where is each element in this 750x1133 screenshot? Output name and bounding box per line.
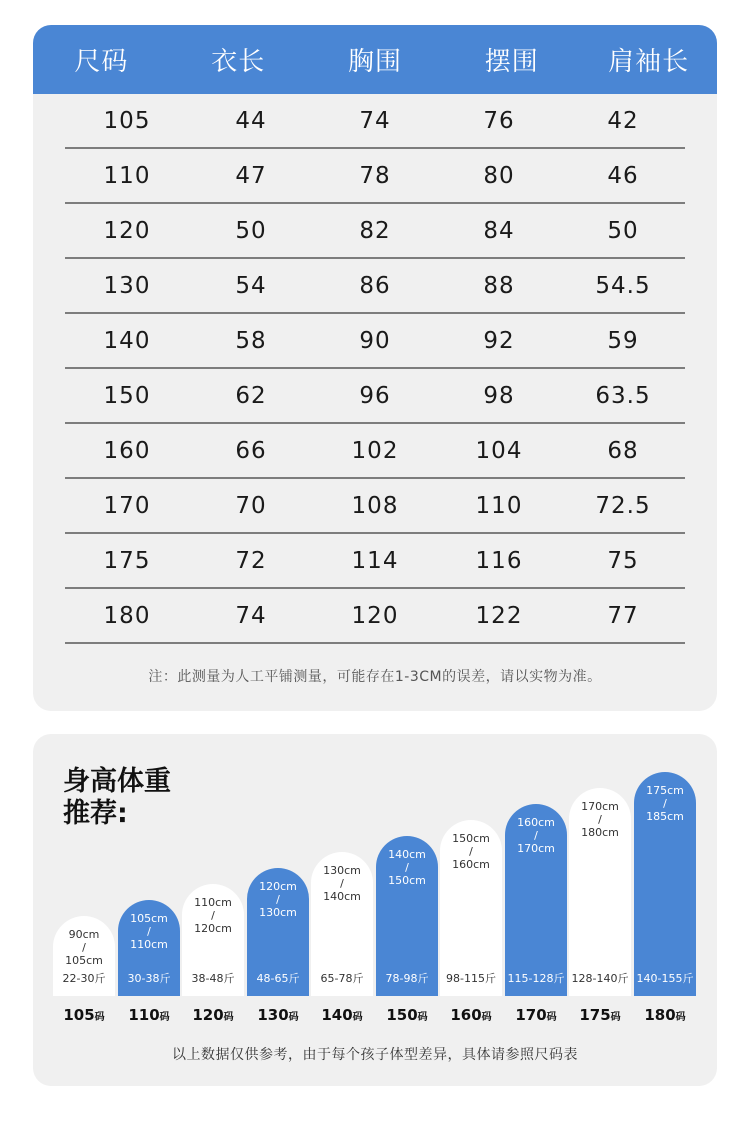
weight-range: 48-65斤 [256,972,300,985]
height-high: 130cm [259,906,297,919]
height-low: 140cm [388,848,426,861]
table-cell: 77 [607,602,639,629]
height-low: 105cm [130,912,168,925]
table-cell: 72 [235,547,267,574]
height-low: 150cm [452,832,490,845]
size-unit: 码 [223,1012,234,1023]
table-cell: 108 [351,492,399,519]
range-separator: / [147,925,151,938]
table-cell: 122 [475,602,523,629]
table-cell: 82 [359,217,391,244]
weight-range: 115-128斤 [507,972,565,985]
height-high: 110cm [130,938,168,951]
size-number: 140 [321,1006,353,1024]
table-row [65,424,685,479]
table-cell: 86 [359,272,391,299]
size-label [182,1006,244,1024]
size-label [440,1006,502,1024]
weight-range: 30-38斤 [127,972,171,985]
table-cell: 54.5 [595,272,651,299]
table-cell: 80 [483,162,515,189]
range-separator: / [276,893,280,906]
size-unit: 码 [610,1012,621,1023]
size-number: 130 [257,1006,289,1024]
header-sleeve: 肩袖长 [608,47,690,77]
height-weight-bar [569,788,631,996]
table-cell: 110 [475,492,523,519]
table-cell: 150 [103,382,151,409]
header-size: 尺码 [74,47,129,77]
size-labels [53,1006,697,1026]
table-cell: 62 [235,382,267,409]
table-cell: 130 [103,272,151,299]
height-high: 150cm [388,874,426,887]
table-cell: 88 [483,272,515,299]
height-weight-bar [182,884,244,996]
reference-note: 以上数据仅供参考，由于每个孩子体型差异，具体请参照尺码表 [172,1047,578,1063]
size-number: 180 [644,1006,676,1024]
table-cell: 96 [359,382,391,409]
size-unit: 码 [546,1012,557,1023]
height-range [376,848,438,887]
height-low: 90cm [68,928,100,941]
height-range [53,928,115,967]
measurement-note: 注：此测量为人工平铺测量，可能存在1-3CM的误差，请以实物为准。 [148,669,602,685]
size-number: 150 [386,1006,418,1024]
table-cell: 140 [103,327,151,354]
height-low: 120cm [259,880,297,893]
size-unit: 码 [159,1012,170,1023]
height-range [505,816,567,855]
header-length: 衣长 [211,47,266,77]
table-cell: 175 [103,547,151,574]
size-number: 105 [63,1006,95,1024]
table-cell: 76 [483,107,515,134]
table-row [65,149,685,204]
height-high: 170cm [517,842,555,855]
size-unit: 码 [481,1012,492,1023]
table-row [65,369,685,424]
height-range [634,784,696,823]
size-unit: 码 [94,1012,105,1023]
weight-range: 38-48斤 [191,972,235,985]
table-cell: 59 [607,327,639,354]
table-cell: 44 [235,107,267,134]
table-cell: 58 [235,327,267,354]
header-chest: 胸围 [347,47,402,77]
table-cell: 105 [103,107,151,134]
size-label [118,1006,180,1024]
size-label [376,1006,438,1024]
size-chart-card [33,25,717,711]
height-weight-bar [440,820,502,996]
title-line-1: 身高体重 [63,766,171,797]
range-separator: / [405,861,409,874]
weight-range: 65-78斤 [320,972,364,985]
height-weight-bar [634,772,696,996]
range-separator: / [469,845,473,858]
table-row [65,534,685,589]
table-cell: 170 [103,492,151,519]
table-cell: 50 [607,217,639,244]
height-range [311,864,373,903]
table-cell: 180 [103,602,151,629]
height-weight-bar [118,900,180,996]
table-cell: 72.5 [595,492,651,519]
table-cell: 120 [351,602,399,629]
height-high: 120cm [194,922,232,935]
size-label [505,1006,567,1024]
table-row [65,259,685,314]
table-cell: 68 [607,437,639,464]
size-unit: 码 [675,1012,686,1023]
size-table-header [33,25,717,94]
height-weight-bars [53,734,697,996]
table-cell: 66 [235,437,267,464]
height-high: 180cm [581,826,619,839]
size-label [311,1006,373,1024]
table-row [65,204,685,259]
table-cell: 110 [103,162,151,189]
range-separator: / [82,941,86,954]
table-cell: 74 [235,602,267,629]
table-cell: 120 [103,217,151,244]
size-label [53,1006,115,1024]
weight-range: 22-30斤 [62,972,106,985]
table-cell: 47 [235,162,267,189]
weight-range: 78-98斤 [385,972,429,985]
size-number: 170 [515,1006,547,1024]
height-low: 170cm [581,800,619,813]
height-weight-card [33,734,717,1086]
size-number: 110 [128,1006,160,1024]
size-number: 160 [450,1006,482,1024]
size-unit: 码 [352,1012,363,1023]
range-separator: / [663,797,667,810]
table-cell: 104 [475,437,523,464]
table-row [65,589,685,644]
table-cell: 160 [103,437,151,464]
size-unit: 码 [417,1012,428,1023]
size-label [247,1006,309,1024]
table-cell: 90 [359,327,391,354]
height-high: 185cm [646,810,684,823]
table-cell: 98 [483,382,515,409]
table-cell: 70 [235,492,267,519]
table-cell: 46 [607,162,639,189]
table-cell: 63.5 [595,382,651,409]
height-low: 160cm [517,816,555,829]
height-low: 130cm [323,864,361,877]
height-range [440,832,502,871]
table-cell: 92 [483,327,515,354]
height-range [118,912,180,951]
size-number: 120 [192,1006,224,1024]
height-weight-bar [505,804,567,996]
height-low: 175cm [646,784,684,797]
weight-range: 98-115斤 [446,972,496,985]
height-range [247,880,309,919]
table-row [65,314,685,369]
height-high: 140cm [323,890,361,903]
table-cell: 78 [359,162,391,189]
table-cell: 42 [607,107,639,134]
size-unit: 码 [288,1012,299,1023]
weight-range: 140-155斤 [636,972,694,985]
title-line-2: 推荐: [63,798,128,829]
table-cell: 84 [483,217,515,244]
height-range [569,800,631,839]
table-cell: 116 [475,547,523,574]
table-cell: 102 [351,437,399,464]
table-cell: 54 [235,272,267,299]
table-cell: 75 [607,547,639,574]
height-weight-bar [376,836,438,996]
size-label [569,1006,631,1024]
table-cell: 74 [359,107,391,134]
height-range [182,896,244,935]
table-row [65,479,685,534]
height-weight-bar [247,868,309,996]
size-number: 175 [579,1006,611,1024]
height-high: 105cm [65,954,103,967]
range-separator: / [598,813,602,826]
height-weight-bar [53,916,115,996]
height-low: 110cm [194,896,232,909]
table-cell: 50 [235,217,267,244]
range-separator: / [534,829,538,842]
weight-range: 128-140斤 [571,972,629,985]
height-high: 160cm [452,858,490,871]
size-label [634,1006,696,1024]
range-separator: / [340,877,344,890]
table-cell: 114 [351,547,399,574]
range-separator: / [211,909,215,922]
size-table-body [33,94,717,644]
height-weight-bar [311,852,373,996]
table-row [65,94,685,149]
header-hem: 摆围 [484,47,539,77]
